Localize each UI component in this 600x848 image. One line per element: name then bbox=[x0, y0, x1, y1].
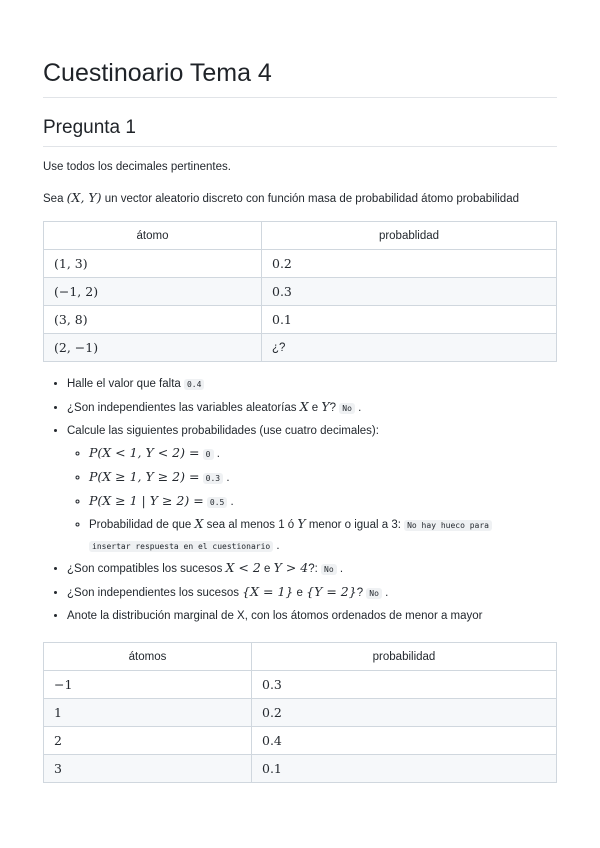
answer-code: 0.3 bbox=[203, 473, 223, 484]
math-expression: P(X < 1, Y < 2) = bbox=[89, 445, 200, 460]
math-expression: Y > 4 bbox=[273, 560, 309, 575]
table-cell: 3 bbox=[44, 755, 252, 783]
answer-code: No bbox=[321, 564, 337, 575]
table-cell: 1 bbox=[44, 699, 252, 727]
math-var: Y bbox=[297, 516, 306, 531]
math-var: Y bbox=[321, 399, 330, 414]
table-cell: (3, 8) bbox=[44, 306, 262, 334]
table-row bbox=[44, 306, 557, 334]
table-header-cell: átomo bbox=[44, 222, 262, 250]
table-cell: 0.3 bbox=[262, 278, 557, 306]
answer-code: 0.5 bbox=[207, 497, 227, 508]
intro-sentence bbox=[43, 189, 557, 208]
math-expression: P(X ≥ 1, Y ≥ 2) = bbox=[89, 469, 200, 484]
math-var: X bbox=[299, 399, 309, 414]
item-text: e bbox=[260, 563, 274, 575]
table-cell: 0.1 bbox=[252, 755, 557, 783]
table-header-cell: probabilidad bbox=[252, 643, 557, 671]
list-item bbox=[67, 420, 557, 557]
table-cell: 0.2 bbox=[252, 699, 557, 727]
table-cell: 0.2 bbox=[262, 250, 557, 278]
table-row bbox=[44, 755, 557, 783]
answer-code: 0.4 bbox=[184, 379, 204, 390]
item-text: e bbox=[308, 402, 322, 414]
table-row bbox=[44, 334, 557, 362]
item-text: sea al menos 1 ó bbox=[203, 519, 298, 531]
sentence-prefix: Sea bbox=[43, 193, 67, 205]
item-text: Halle el valor que falta bbox=[67, 378, 184, 390]
table-header-cell: átomos bbox=[44, 643, 252, 671]
page-title: Cuestinoario Tema 4 bbox=[43, 0, 557, 98]
list-item: • ¿Son compatibles los sucesos X < 2 e Y > 4?: No . bbox=[67, 557, 557, 581]
table-row bbox=[44, 250, 557, 278]
item-text: Calcule las siguientes probabilidades (use cuatro decimales): bbox=[67, 425, 379, 437]
table-header-cell: probablidad bbox=[262, 222, 557, 250]
table-cell: ¿? bbox=[262, 334, 557, 362]
table-cell: 0.1 bbox=[262, 306, 557, 334]
table-cell: (1, 3) bbox=[44, 250, 262, 278]
list-item bbox=[67, 605, 557, 627]
item-text: ¿Son independientes los sucesos bbox=[67, 587, 243, 599]
item-text: Probabilidad de que bbox=[89, 519, 195, 531]
math-var: X bbox=[194, 516, 204, 531]
answer-code: 0 bbox=[203, 449, 214, 460]
table-row bbox=[44, 671, 557, 699]
item-text: ? bbox=[356, 587, 367, 599]
item-text: menor o igual a 3: bbox=[305, 519, 405, 531]
math-expression: P(X ≥ 1 | Y ≥ 2) = bbox=[89, 493, 204, 508]
joint-probability-table bbox=[43, 221, 557, 362]
answer-code: No hay hueco para bbox=[404, 520, 492, 531]
math-expression: {X = 1} bbox=[242, 584, 294, 599]
answer-code: insertar respuesta en el cuestionario bbox=[89, 541, 273, 552]
table-row bbox=[44, 278, 557, 306]
marginal-distribution-table bbox=[43, 642, 557, 783]
sub-list bbox=[67, 442, 557, 557]
list-item: ◦ P(X < 1, Y < 2) = 0 . bbox=[89, 442, 557, 466]
table-cell: (−1, 2) bbox=[44, 278, 262, 306]
item-text: ? bbox=[329, 402, 340, 414]
sentence-suffix: un vector aleatorio discreto con función masa de probabilidad átomo probabilidad bbox=[101, 193, 519, 205]
math-expression: {Y = 2} bbox=[306, 584, 357, 599]
list-item: ◦ Probabilidad de que X sea al menos 1 ó Y menor o igual a 3: No hay hueco para insertar respuesta en el cuestionario . bbox=[89, 514, 557, 557]
table-cell: 2 bbox=[44, 727, 252, 755]
table-cell: 0.4 bbox=[252, 727, 557, 755]
answer-code: No bbox=[339, 403, 355, 414]
math-expression: X < 2 bbox=[225, 560, 261, 575]
table-header-row bbox=[44, 643, 557, 671]
intro-text: Use todos los decimales pertinentes. bbox=[43, 161, 231, 173]
item-text: ¿Son compatibles los sucesos bbox=[67, 563, 226, 575]
item-text: e bbox=[293, 587, 307, 599]
table-cell: (2, −1) bbox=[44, 334, 262, 362]
table-cell: 0.3 bbox=[252, 671, 557, 699]
item-text: ?: bbox=[308, 563, 322, 575]
table-header-row bbox=[44, 222, 557, 250]
list-item: ◦ P(X ≥ 1 | Y ≥ 2) = 0.5 . bbox=[89, 490, 557, 514]
list-item: ◦ P(X ≥ 1, Y ≥ 2) = 0.3 . bbox=[89, 466, 557, 490]
section-heading: Pregunta 1 bbox=[43, 116, 557, 147]
item-text: Anote la distribución marginal de X, con los átomos ordenados de menor a mayor bbox=[67, 610, 483, 622]
sentence-math: (X, Y) bbox=[66, 190, 102, 205]
question-list bbox=[43, 373, 557, 627]
table-cell: −1 bbox=[44, 671, 252, 699]
table-row bbox=[44, 727, 557, 755]
list-item: • ¿Son independientes las variables aleatorías X e Y? No . bbox=[67, 396, 557, 420]
table-row bbox=[44, 699, 557, 727]
list-item bbox=[67, 373, 557, 396]
list-item: • ¿Son independientes los sucesos {X = 1} e {Y = 2}? No . bbox=[67, 581, 557, 605]
answer-code: No bbox=[366, 588, 382, 599]
item-text: ¿Son independientes las variables aleatorías bbox=[67, 402, 300, 414]
